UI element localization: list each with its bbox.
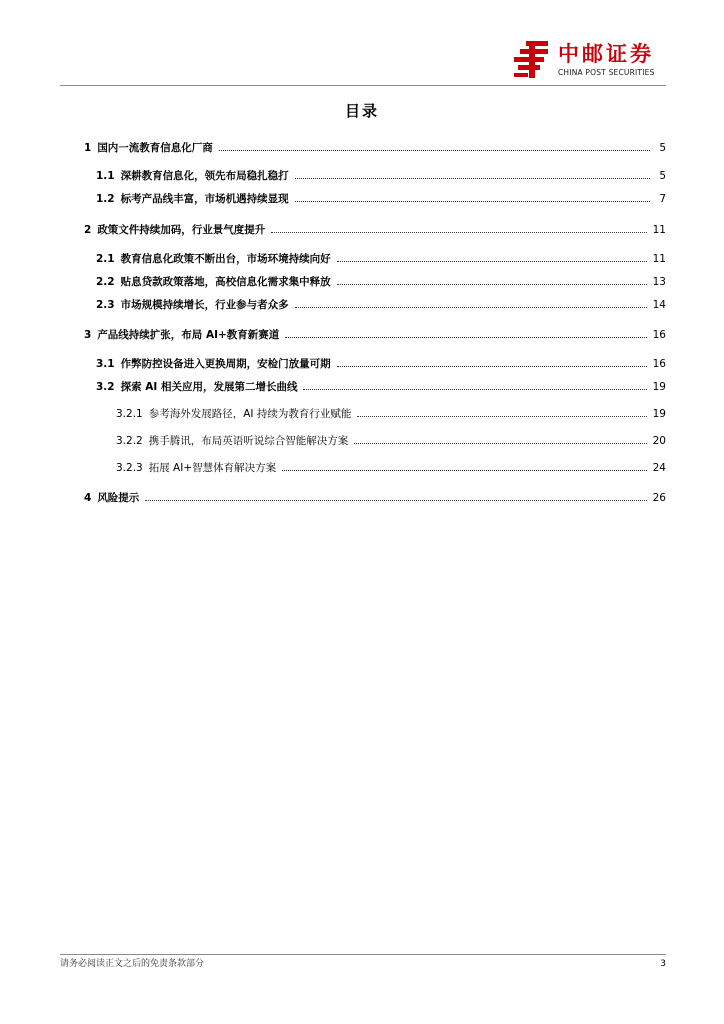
toc-page-number: 16 [652,358,666,370]
toc-entry-3-2-2[interactable] [116,433,666,449]
toc-leader-dots [303,389,646,390]
toc-page-number: 13 [652,276,666,288]
toc-entry-3-2-1[interactable] [116,406,666,422]
toc-leader-dots [337,261,647,262]
toc-title: 目录 [344,102,379,120]
toc-entry-2[interactable] [84,222,666,238]
toc-number: 2 [84,224,92,236]
toc-leader-dots [271,232,646,233]
page-number: 3 [660,959,666,969]
toc-entry-3[interactable] [84,327,666,343]
toc-entry-3-1[interactable] [96,356,666,372]
toc-text: 政策文件持续加码，行业景气度提升 [97,224,266,236]
toc-number: 2.3 [96,299,115,311]
toc-number: 2.1 [96,253,115,265]
toc-leader-dots [354,443,646,444]
toc-page-number: 19 [652,381,666,393]
toc-number: 2.2 [96,276,115,288]
toc-entry-4[interactable] [84,490,666,506]
toc-text: 深耕教育信息化，领先布局稳扎稳打 [120,170,289,182]
toc-entry-3-2-3[interactable] [116,460,666,476]
toc-page-number: 7 [659,193,666,205]
toc-leader-dots [295,201,650,202]
toc-number: 3.1 [96,358,115,370]
toc-page-number: 16 [652,329,666,341]
toc-text: 拓展 AI+智慧体育解决方案 [148,462,277,474]
toc-text: 国内一流教育信息化厂商 [97,142,213,154]
toc-page-number: 11 [652,224,666,236]
toc-text: 参考海外发展路径，AI 持续为教育行业赋能 [148,408,352,420]
toc-entry-2-3[interactable] [96,297,666,313]
toc-leader-dots [337,284,647,285]
toc-leader-dots [285,337,646,338]
toc-leader-dots [282,470,646,471]
toc-entry-1[interactable] [84,140,666,156]
toc-number: 3 [84,329,92,341]
china-post-securities-logo [512,40,668,82]
logo-english-text: CHINA POST SECURITIES [558,68,655,77]
toc-number: 3.2.1 [116,408,143,420]
toc-page-number: 5 [659,142,666,154]
toc-leader-dots [145,500,646,501]
china-post-logo-icon [512,40,552,80]
toc-number: 3.2.2 [116,435,143,447]
toc-page-number: 24 [652,462,666,474]
toc-number: 1.2 [96,193,115,205]
toc-leader-dots [357,416,646,417]
toc-text: 风险提示 [97,492,140,504]
page-header [0,0,724,86]
toc-entry-1-2[interactable] [96,191,666,207]
toc-entry-3-2[interactable] [96,379,666,395]
toc-page-number: 14 [652,299,666,311]
toc-page-number: 19 [652,408,666,420]
toc-text: 携手腾讯，布局英语听说综合智能解决方案 [148,435,349,447]
toc-number: 1 [84,142,92,154]
toc-entry-2-1[interactable] [96,251,666,267]
toc-text: 产品线持续扩张，布局 AI+教育新赛道 [97,329,280,341]
logo-chinese-text: 中邮证券 [558,42,654,66]
toc-leader-dots [219,150,650,151]
toc-text: 探索 AI 相关应用，发展第二增长曲线 [120,381,298,393]
header-divider [60,85,666,86]
toc-page-number: 5 [659,170,666,182]
toc-entry-2-2[interactable] [96,274,666,290]
toc-number: 1.1 [96,170,115,182]
toc-text: 贴息贷款政策落地，高校信息化需求集中释放 [120,276,331,288]
toc-text: 作弊防控设备进入更换周期，安检门放量可期 [120,358,331,370]
toc-entry-1-1[interactable] [96,168,666,184]
toc-page-number: 20 [652,435,666,447]
toc-page-number: 26 [652,492,666,504]
toc-number: 4 [84,492,92,504]
toc-number: 3.2 [96,381,115,393]
disclaimer-note: 请务必阅读正文之后的免责条款部分 [60,959,205,969]
toc-text: 标考产品线丰富，市场机遇持续显现 [120,193,289,205]
toc-leader-dots [337,366,647,367]
toc-text: 教育信息化政策不断出台，市场环境持续向好 [120,253,331,265]
toc-text: 市场规模持续增长，行业参与者众多 [120,299,289,311]
footer-divider [60,954,666,955]
toc-number: 3.2.3 [116,462,143,474]
toc-page-number: 11 [652,253,666,265]
toc-leader-dots [295,178,650,179]
toc-leader-dots [295,307,647,308]
